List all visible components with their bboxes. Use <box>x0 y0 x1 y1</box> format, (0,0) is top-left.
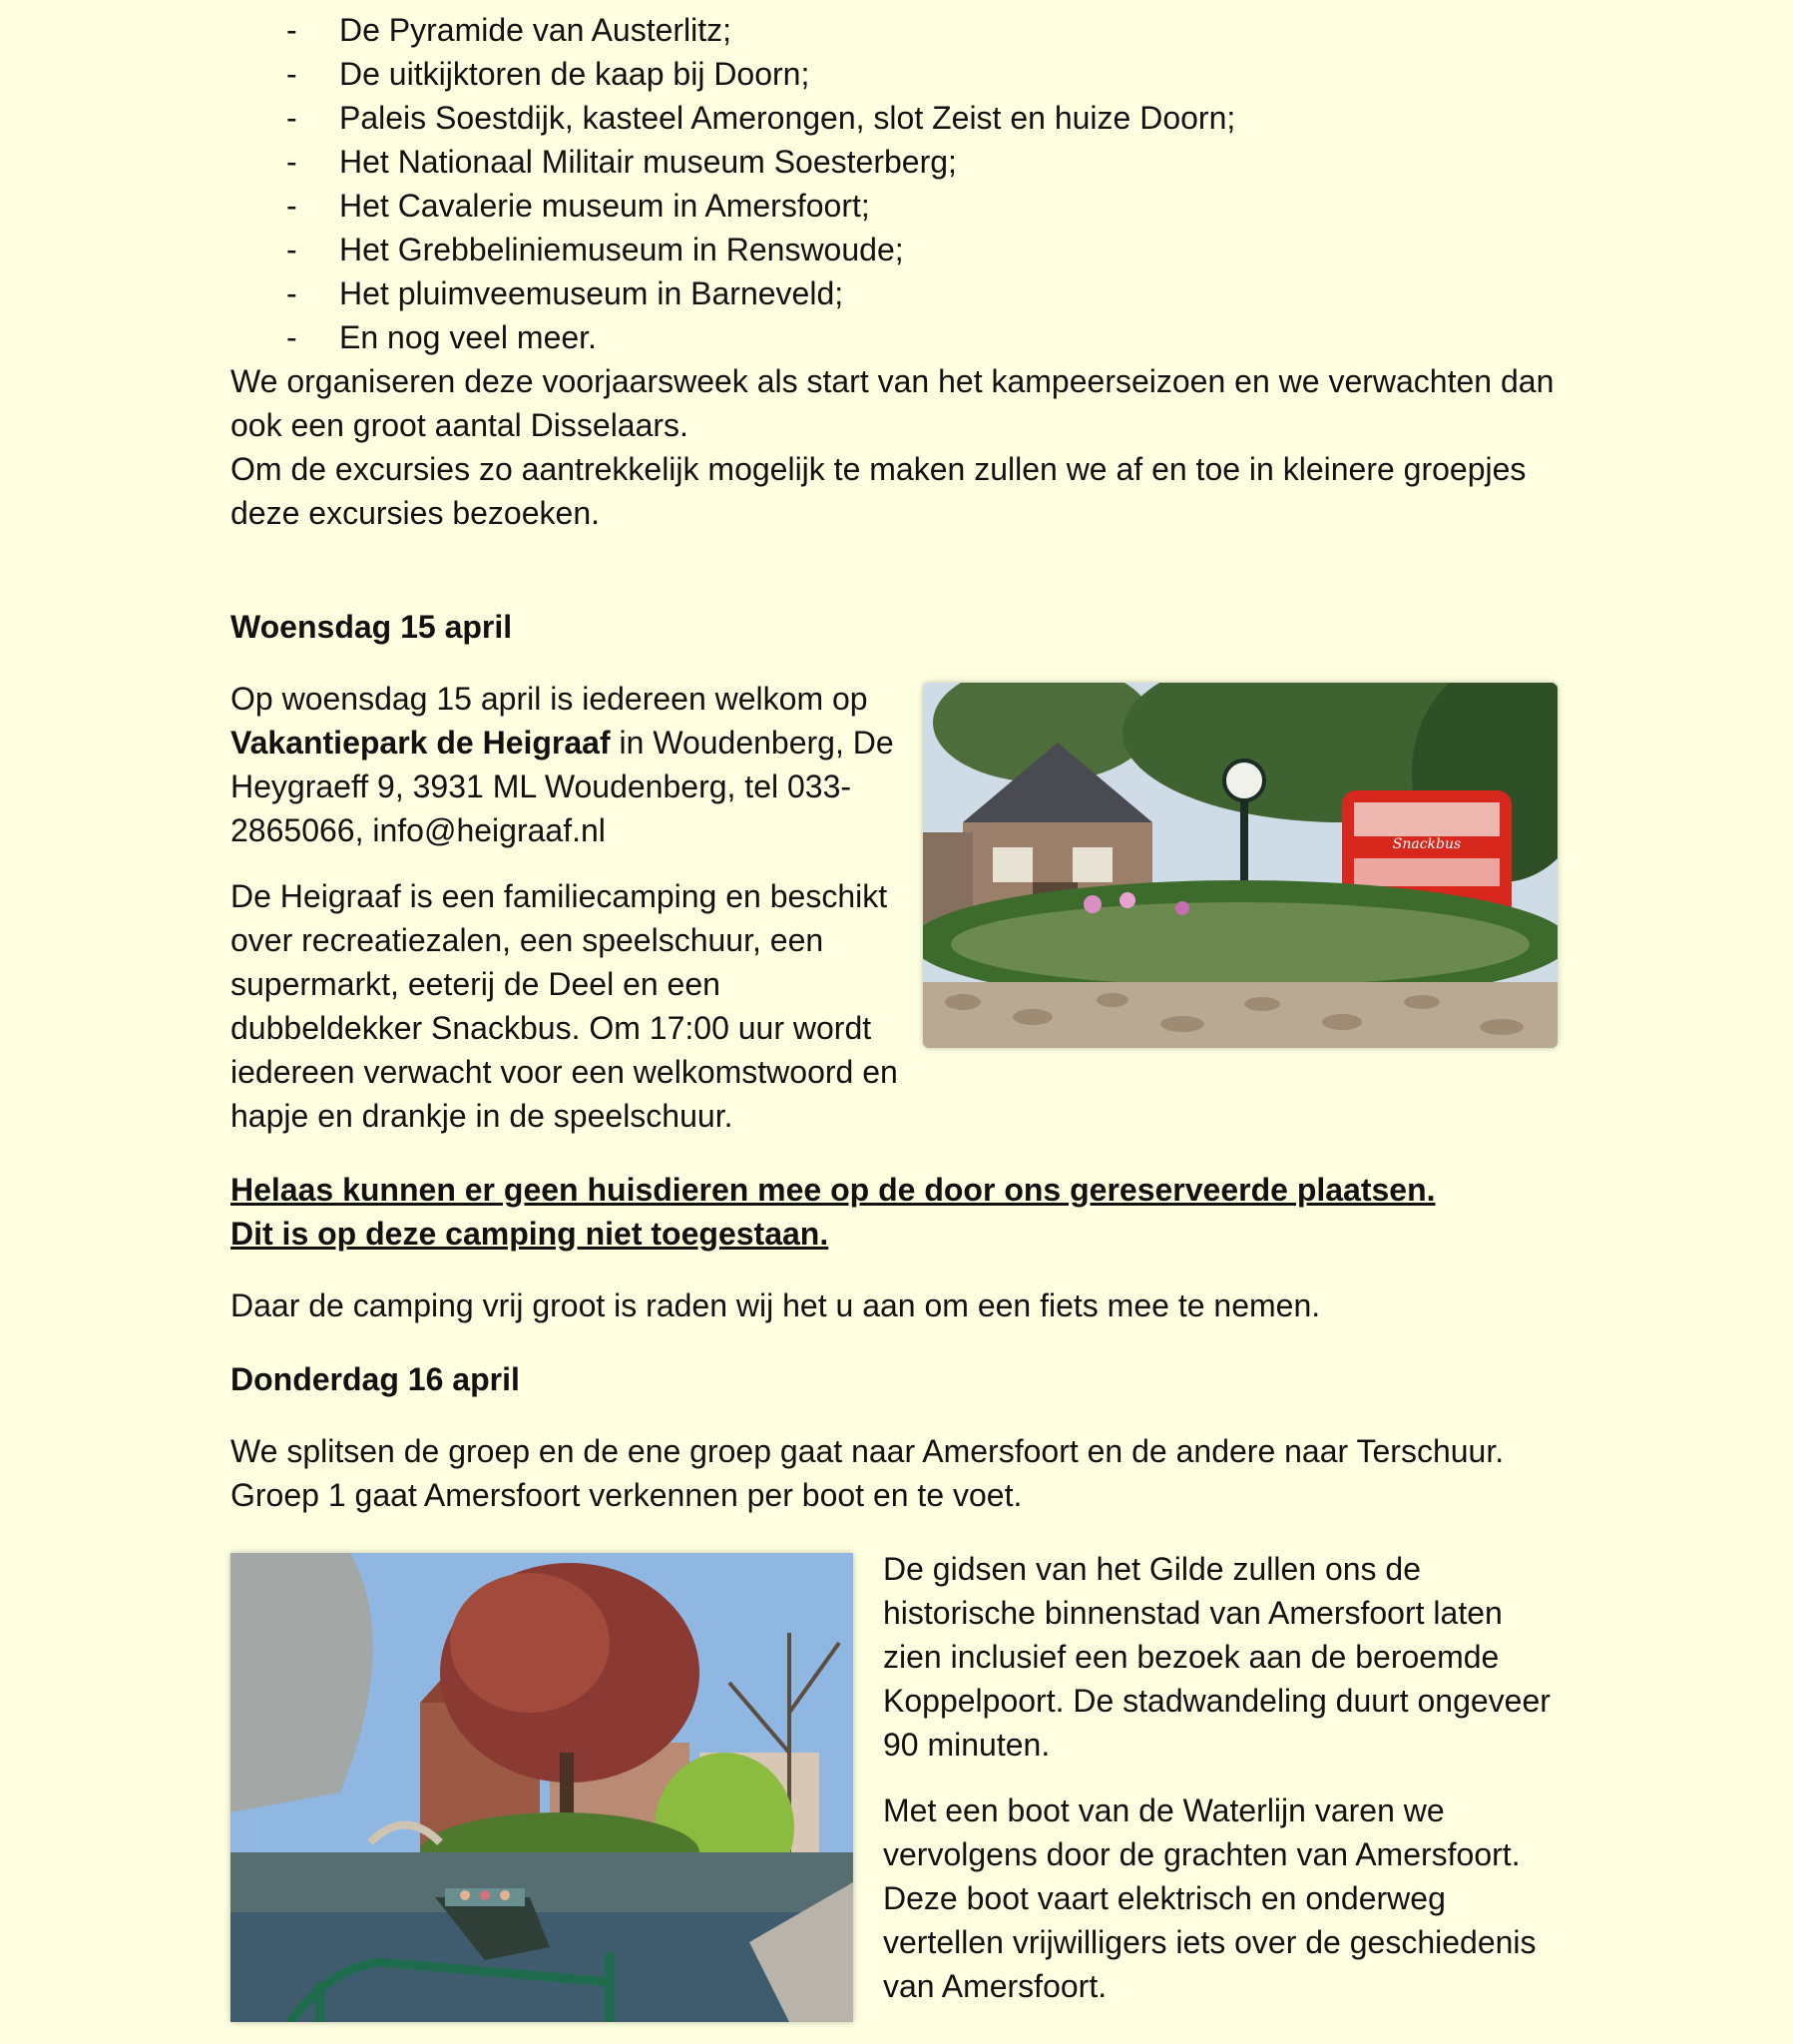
thursday-line-1: We splitsen de groep en de ene groep gaat naar Amersfoort en de andere naar Terschuur. <box>230 1433 1505 1469</box>
bullet-dash: - <box>286 188 297 224</box>
list-item: - De Pyramide van Austerlitz; <box>230 8 1558 52</box>
list-item: - De uitkijktoren de kaap bij Doorn; <box>230 52 1558 96</box>
campsite-photo <box>923 683 1558 1048</box>
heading-thursday: Donderdag 16 april <box>230 1361 520 1397</box>
intro-paragraph-2: Om de excursies zo aantrekkelijk mogelijk te maken zullen we af en toe in kleinere groepjes deze excursies bezoeken. <box>230 451 1527 531</box>
list-item: - En nog veel meer. <box>230 315 1558 359</box>
list-item: - Paleis Soestdijk, kasteel Amerongen, slot Zeist en huize Doorn; <box>230 96 1558 140</box>
bullet-dash: - <box>286 319 297 355</box>
wednesday-paragraph-2: De Heigraaf is een familiecamping en beschikt over recreatiezalen, een speelschuur, een supermarkt, eeterij de Deel en een dubbeldekker Snackbus. Om 17:00 uur wordt iedereen verwacht voor een welkomstwoord en hapje en drankje in de speelschuur. <box>230 878 898 1134</box>
bus-sign: Snackbus <box>1392 836 1462 852</box>
bullet-dash: - <box>286 232 297 267</box>
canal-photo-graphic <box>230 1553 853 2022</box>
bullet-dash: - <box>286 275 297 311</box>
list-item: - Het Grebbeliniemuseum in Renswoude; <box>230 228 1558 271</box>
list-item: - Het pluimveemuseum in Barneveld; <box>230 271 1558 315</box>
campsite-name: Vakantiepark de Heigraaf <box>230 725 611 761</box>
bullet-dash: - <box>286 144 297 180</box>
thursday-paragraph-1: De gidsen van het Gilde zullen ons de historische binnenstad van Amersfoort laten zien inclusief een bezoek aan de beroemde Koppelpoort. De stadwandeling duurt ongeveer 90 minuten. <box>883 1551 1551 1763</box>
list-item: - Het Nationaal Militair museum Soesterberg; <box>230 140 1558 184</box>
pets-warning-2: Dit is op deze camping niet toegestaan. <box>230 1216 829 1252</box>
bullet-dash: - <box>286 56 297 92</box>
intro-paragraph-1: We organiseren deze voorjaarsweek als start van het kampeerseizoen en we verwachten dan ook een groot aantal Disselaars. <box>230 363 1555 443</box>
thursday-line-2: Groep 1 gaat Amersfoort verkennen per boot en te voet. <box>230 1477 1023 1513</box>
campsite-photo-graphic <box>923 683 1558 1048</box>
bullet-dash: - <box>286 100 297 136</box>
canal-photo <box>230 1553 853 2022</box>
heading-wednesday: Woensdag 15 april <box>230 609 513 645</box>
pets-warning-1: Helaas kunnen er geen huisdieren mee op de door ons gereserveerde plaatsen. <box>230 1172 1436 1208</box>
bike-advice: Daar de camping vrij groot is raden wij het u aan om een fiets mee te nemen. <box>230 1287 1321 1323</box>
bullet-dash: - <box>286 12 297 48</box>
thursday-paragraph-2: Met een boot van de Waterlijn varen we vervolgens door de grachten van Amersfoort. Deze boot vaart elektrisch en onderweg vertellen vrijwilligers iets over de geschiedenis van Amersfoort. <box>883 1792 1537 2004</box>
document-page <box>230 0 1558 2032</box>
list-item: - Het Cavalerie museum in Amersfoort; <box>230 184 1558 228</box>
wednesday-paragraph-1: Op woensdag 15 april is iedereen welkom op Vakantiepark de Heigraaf in Woudenberg, De Heygraeff 9, 3931 ML Woudenberg, tel 033-2865066, info@heigraaf.nl <box>230 681 894 848</box>
attractions-list <box>230 8 1558 359</box>
